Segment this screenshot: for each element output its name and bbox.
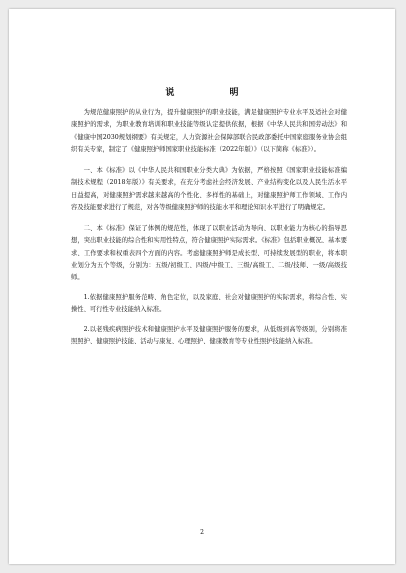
body-paragraph: 2.以老残疾病照护技术和健康照护水平及健康照护服务的要求，从低级到高等级别，分别将准照照护、健康照护技能、活动与康复、心理照护、健康教育等专业性照护技能纳入标准。 [71, 325, 347, 346]
body-paragraph: 一、本《标准》以《中华人民共和国职业分类大典》为依据，严格按照《国家职业技能标准编制技术规程（2018年版）》有关要求，在充分考虑社会经济发展、产业结构变化以及人民生活水平日益提高，对健康照护需求越来越高的个性化、多样性的基础上，对健康照护师工作领域、工作内容及技能要求进行了规范，对各等级健康照护师的技能水平和理论知识水平进行了明确规定。 [71, 166, 347, 212]
document-page [9, 9, 395, 564]
body-paragraph: 二、本《标准》保证了体例的规范性，体现了以职业活动为导向、以职业能力为核心的指导思想，突出职业技能的综合性和实用性特点，符合健康照护实际需求。《标准》包括职业概况、基本要求、工作要求和权重表四个方面的内容。考虑健康照护师是成长型、可持续发展型的职业，将本职业划分为五个等级，分别为：五级/初级工、四级/中级工、三级/高级工、二级/技师、一级/高级技师。 [71, 224, 347, 282]
page-number: 2 [200, 529, 204, 536]
document-body [71, 107, 347, 349]
page-title: 说 明 [165, 88, 265, 98]
body-paragraph: 为规范健康照护的从业行为，提升健康照护的职业技能，满足健康照护专业水平及适社会对健康照护的需求，为职业教育培训和职业技能等级认定提供依据，根据《中华人民共和国劳动法》和《健康中国2030规划纲要》有关规定，人力资源社会保障部联合民政部委托中国家庭服务业协会组织有关专家，制定了《健康照护师国家职业技能标准（2022年版）》（以下简称《标准》）。 [71, 109, 347, 154]
body-paragraph: 1.依据健康照护服务范畴、角色定位，以及家庭、社会对健康照护的实际需求，将综合性、实操性、可行性专业技能纳入标准。 [71, 293, 347, 314]
